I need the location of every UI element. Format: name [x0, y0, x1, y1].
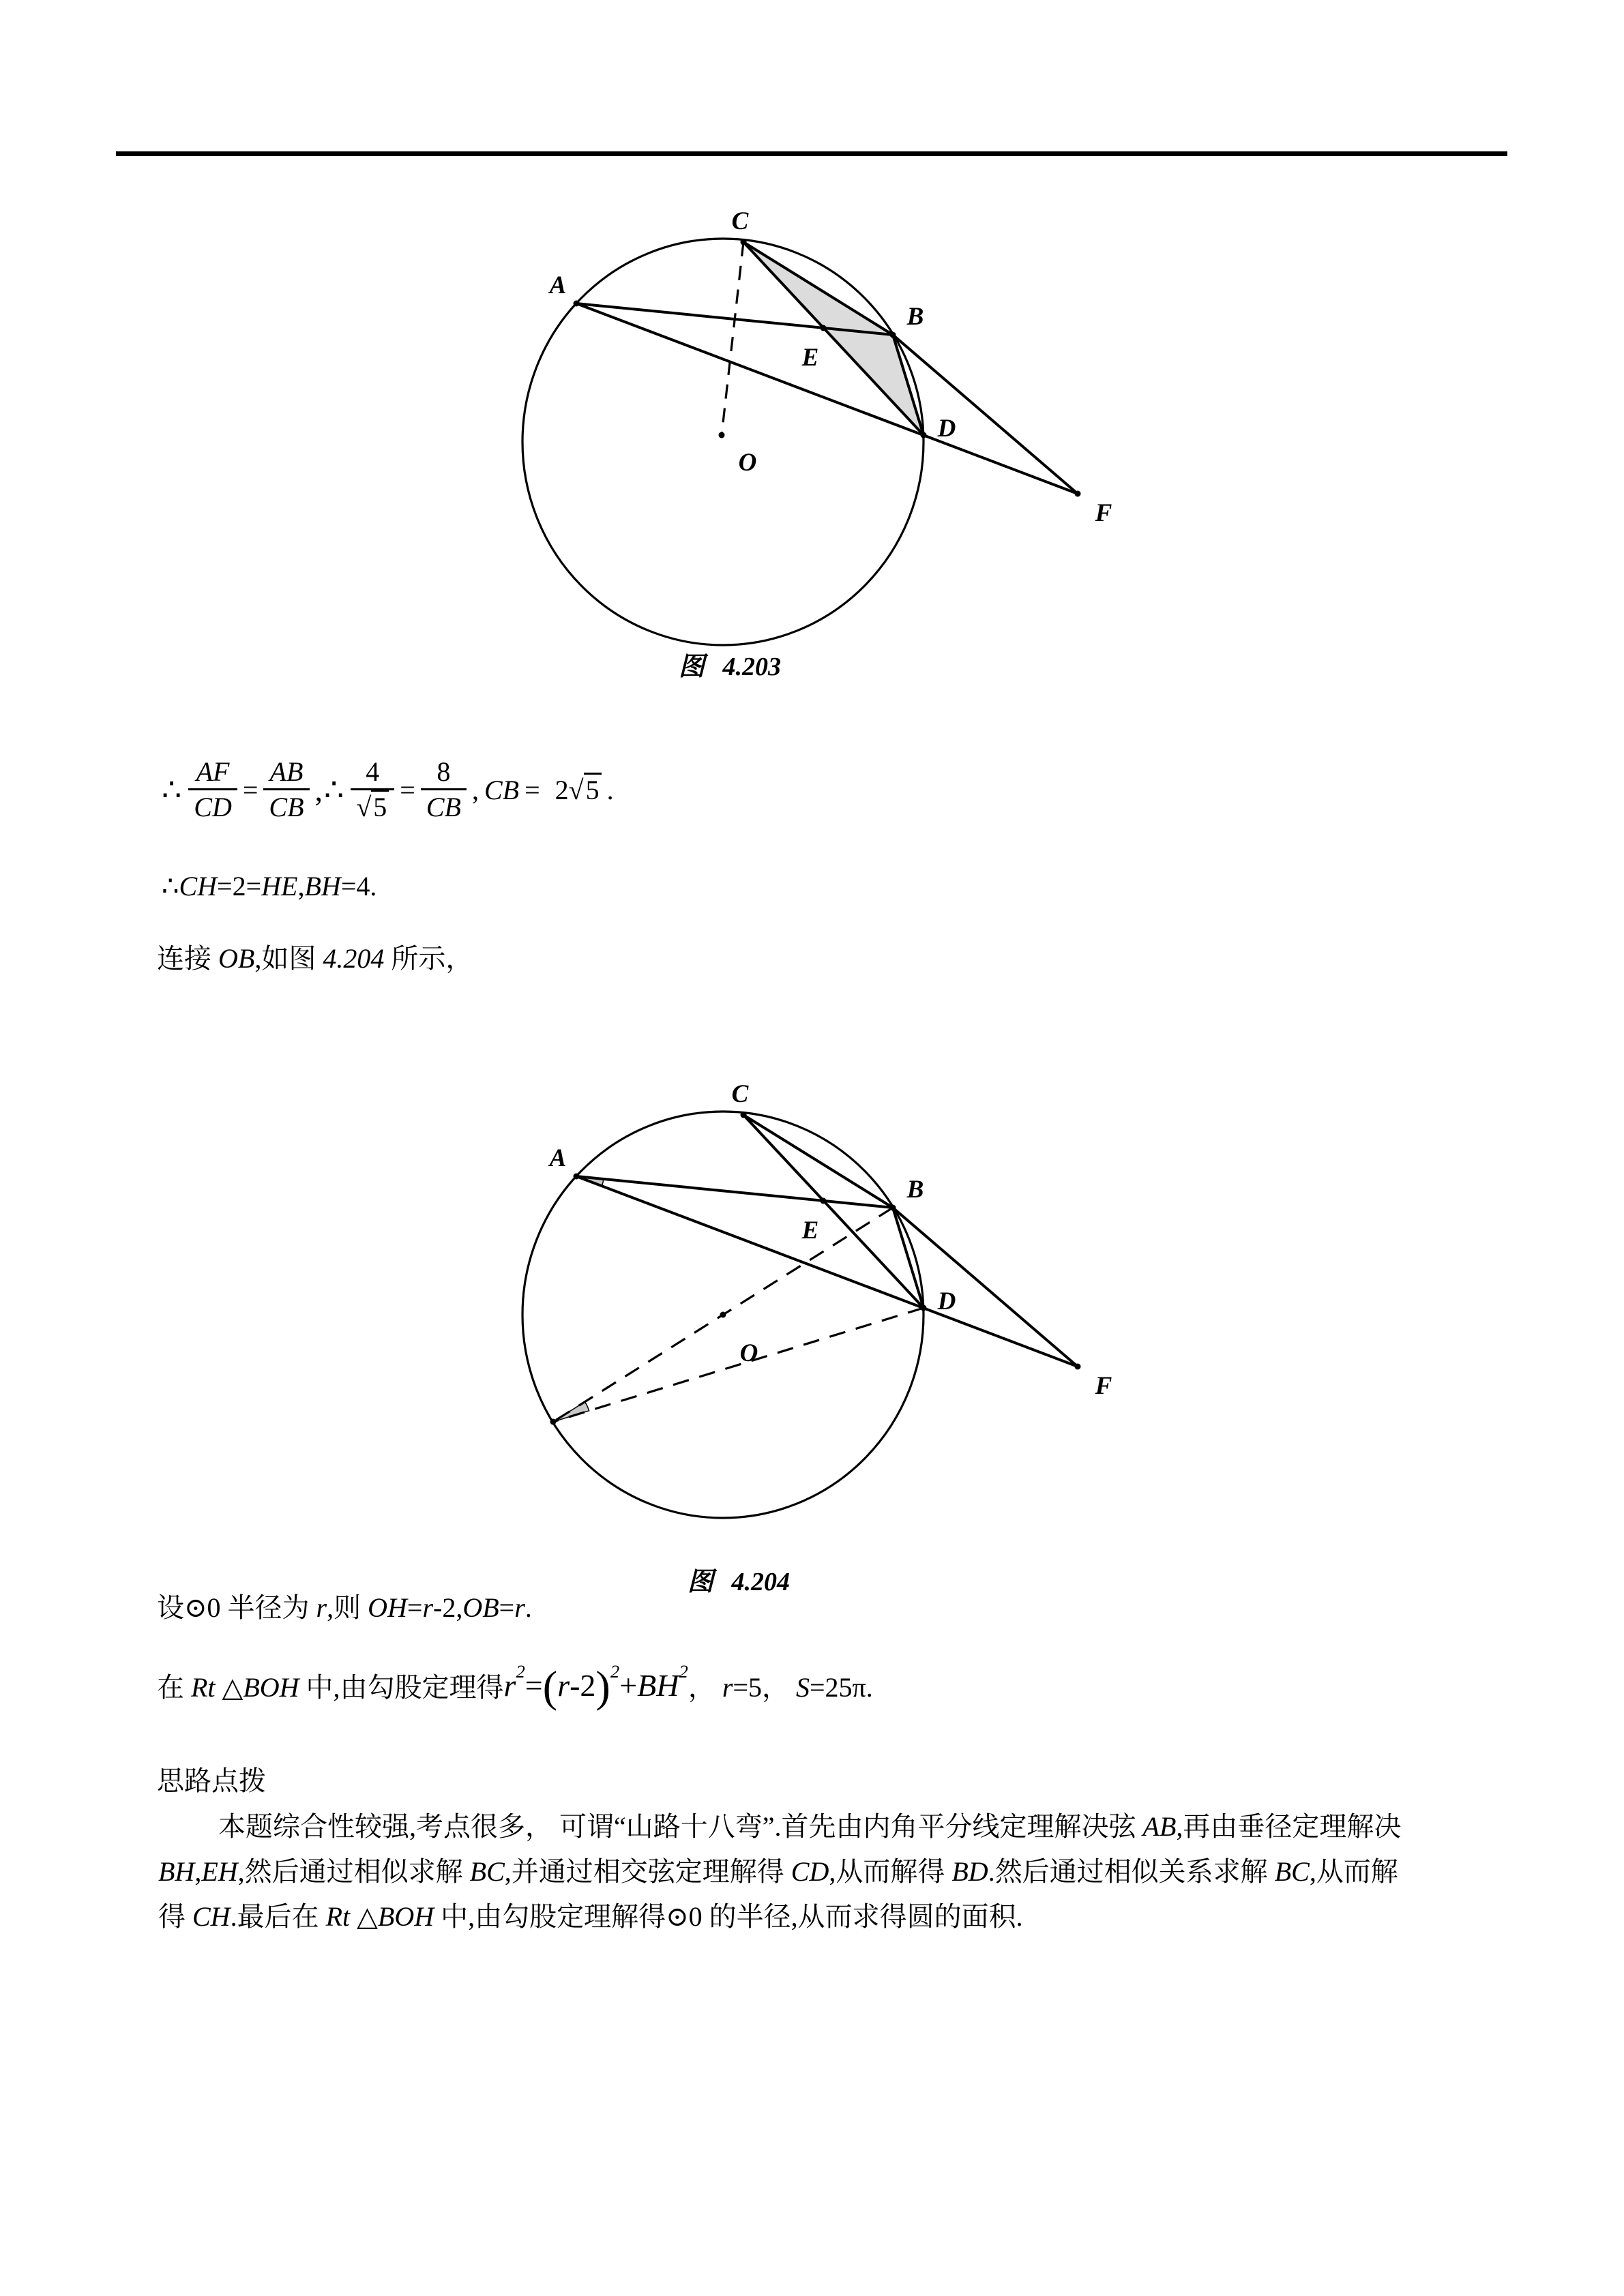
top-rule: [116, 151, 1507, 156]
equals-sign: =: [242, 774, 259, 805]
cb-term: CB: [484, 774, 520, 805]
point-c-dot: [741, 239, 747, 245]
fraction-8-cb: $\frac{8}{CB}$: [421, 758, 467, 822]
fraction-af-cd: $\frac{AF}{CD}$: [188, 758, 237, 822]
point-o-dot: [719, 432, 725, 438]
figure-4-203: [477, 190, 1160, 667]
figure-4-204-svg: [477, 1062, 1160, 1540]
comma: ,: [471, 774, 479, 805]
point-f-dot: [1075, 1364, 1081, 1370]
math-line-ch-he-bh: ∴CH=2=HE,BH=4.: [162, 871, 377, 901]
label-a: A: [549, 1144, 567, 1172]
therefore-symbol: ∴: [162, 773, 183, 807]
equals-sign: =: [525, 774, 540, 805]
hint-title: 思路点拨: [157, 1765, 266, 1796]
point-g-dot: [550, 1419, 557, 1425]
text-radius-setup: 设⊙0 半径为 r,则 OH=r-2,OB=r.: [157, 1592, 532, 1623]
hint-line-2: BH,EH,然后通过相似求解 BC,并通过相交弦定理解得 CD,从而解得 BD.然后通过相似关系求解 BC,从而解: [158, 1856, 1398, 1887]
result-value: 2√5: [555, 774, 602, 806]
point-e-dot: [821, 1198, 827, 1204]
equals-sign: =: [400, 774, 415, 805]
period: .: [606, 774, 614, 805]
label-o: O: [738, 449, 757, 477]
point-c-dot: [741, 1112, 747, 1118]
figure-4-203-svg: [477, 190, 1160, 667]
label-a: A: [549, 271, 567, 299]
hint-paragraph: [158, 1804, 1507, 1939]
dashed-co: [722, 242, 743, 435]
point-f-dot: [1075, 491, 1081, 497]
pyth-formula: r 2 = ( r -2 ) 2 + BH 2: [503, 1661, 688, 1712]
point-a-dot: [574, 1174, 580, 1180]
point-a-dot: [574, 301, 580, 307]
label-b: B: [906, 1176, 924, 1204]
point-b-dot: [890, 1205, 896, 1211]
label-e: E: [801, 344, 819, 372]
label-c: C: [731, 1080, 749, 1108]
text-connect-ob: 连接 OB,如图 4.204 所示，: [157, 943, 473, 974]
dashed-segment-dg: [553, 1308, 924, 1422]
label-c: C: [731, 207, 749, 235]
label-b: B: [906, 303, 924, 331]
point-e-dot: [821, 325, 827, 331]
fraction-ab-cb: $\frac{AB}{CB}$: [263, 758, 309, 822]
math-line-proportion: [162, 747, 614, 832]
figure-4-203-caption: 图 4.203: [678, 653, 782, 681]
hint-line-1: 本题综合性较强,考点很多， 可谓“山路十八弯”.首先由内角平分线定理解决弦 AB,再由垂径定理解决: [218, 1811, 1402, 1842]
label-f: F: [1095, 499, 1112, 527]
chord-ab: [576, 1176, 893, 1208]
radical-sign: √: [568, 774, 584, 805]
hint-line-3: 得 CH.最后在 Rt △BOH 中,由勾股定理解得⊙0 的半径,从而求得圆的面积.: [158, 1901, 1023, 1932]
pyth-tail: ， r=5， S=25π.: [688, 1671, 873, 1703]
label-e: E: [801, 1217, 819, 1244]
label-d: D: [937, 1287, 956, 1315]
circle-o: [522, 239, 924, 645]
label-d: D: [937, 415, 956, 443]
point-o-dot: [720, 1312, 726, 1318]
point-d-dot: [921, 432, 927, 438]
pyth-prefix: 在 Rt △BOH 中,由勾股定理得: [157, 1671, 504, 1703]
comma-therefore: ,∴: [314, 773, 346, 807]
text-pythagorean: [157, 1660, 873, 1710]
radical-sign: √: [356, 792, 372, 822]
point-d-dot: [921, 1305, 927, 1311]
label-o: O: [739, 1339, 758, 1367]
figure-4-204-caption: 图 4.204: [687, 1568, 791, 1596]
label-f: F: [1095, 1372, 1112, 1400]
figure-4-204: [477, 1062, 1160, 1540]
point-b-dot: [890, 332, 896, 338]
fraction-4-sqrt5: $\frac{4}{√5}$: [351, 758, 394, 822]
